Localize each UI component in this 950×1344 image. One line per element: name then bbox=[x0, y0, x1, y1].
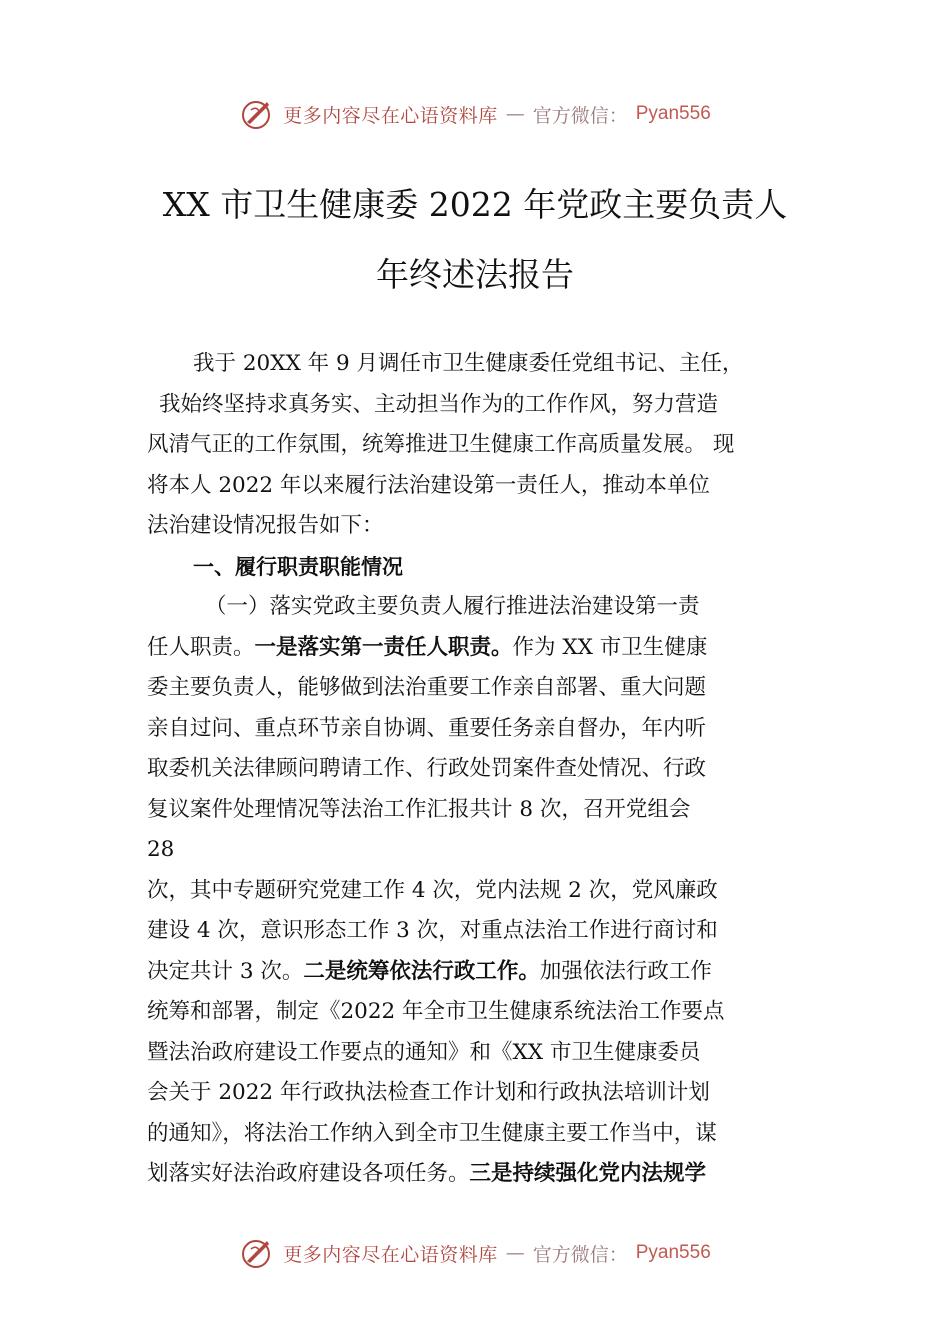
watermark-separator: — bbox=[505, 1242, 525, 1264]
quill-logo-icon bbox=[239, 1235, 275, 1271]
body-line: 统筹和部署，制定《2022 年全市卫生健康系统法治工作要点 bbox=[147, 999, 725, 1024]
watermark-separator: — bbox=[505, 103, 525, 125]
watermark-text: 更多内容尽在心语资料库 bbox=[283, 1243, 498, 1266]
watermark-wechat-id: Pyan556 bbox=[635, 103, 711, 124]
bold-point: 二是统筹依法行政工作。 bbox=[303, 958, 540, 984]
body-text: 划落实好法治政府建设各项任务。 bbox=[147, 1161, 470, 1186]
body-line: 取委机关法律顾问聘请工作、行政处罚案件查处情况、行政 bbox=[147, 756, 707, 781]
document-body bbox=[147, 344, 815, 1195]
bold-point: 三是持续强化党内法规学 bbox=[469, 1161, 707, 1186]
body-line: 亲自过问、重点环节亲自协调、重要任务亲自督办，年内听 bbox=[147, 715, 707, 741]
body-line bbox=[147, 628, 815, 669]
watermark-text: 更多内容尽在心语资料库 bbox=[283, 104, 498, 127]
body-line: 法治建设情况报告如下： bbox=[147, 513, 384, 538]
header-watermark bbox=[0, 94, 950, 134]
footer-watermark bbox=[0, 1233, 950, 1273]
watermark-label: 官方微信： bbox=[532, 1243, 628, 1266]
title-line-2: 年终述法报告 bbox=[376, 255, 574, 294]
body-text: 决定共计 3 次。 bbox=[147, 958, 304, 984]
document-title bbox=[0, 170, 950, 310]
body-line: 复议案件处理情况等法治工作汇报共计 8 次，召开党组会 bbox=[147, 796, 691, 822]
body-text: 加强依法行政工作 bbox=[539, 958, 712, 984]
body-line: 暨法治政府建设工作要点的通知》和《XX 市卫生健康委员 bbox=[147, 1039, 701, 1065]
body-line: 我于 20XX 年 9 月调任市卫生健康委任党组书记、主任， bbox=[193, 351, 744, 376]
bold-point: 一是落实第一责任人职责。 bbox=[254, 634, 513, 660]
section-heading: 一、履行职责职能情况 bbox=[193, 554, 403, 579]
watermark-label: 官方微信： bbox=[532, 104, 628, 127]
quill-logo-icon bbox=[239, 96, 275, 132]
body-line: 我始终坚持求真务实、主动担当作为的工作作风，努力营造 bbox=[159, 391, 719, 417]
watermark-wechat-id: Pyan556 bbox=[635, 1242, 711, 1263]
body-line: 28 bbox=[147, 837, 175, 862]
body-line: 的通知》，将法治工作纳入到全市卫生健康主要工作当中，谋 bbox=[147, 1120, 717, 1146]
subsection-heading: （一）落实党政主要负责人履行推进法治建设第一责 bbox=[205, 594, 700, 619]
body-line: 委主要负责人，能够做到法治重要工作亲自部署、重大问题 bbox=[147, 675, 707, 700]
body-line: 次，其中专题研究党建工作 4 次，党内法规 2 次，党风廉政 bbox=[147, 877, 718, 903]
body-text: 作为 XX 市卫生健康 bbox=[512, 634, 708, 660]
body-line: 会关于 2022 年行政执法检查工作计划和行政执法培训计划 bbox=[147, 1080, 710, 1105]
body-line bbox=[147, 952, 815, 993]
body-line: 将本人 2022 年以来履行法治建设第一责任人，推动本单位 bbox=[147, 472, 710, 498]
body-text: 任人职责。 bbox=[147, 634, 255, 660]
body-line: 风清气正的工作氛围，统筹推进卫生健康工作高质量发展。 现 bbox=[147, 432, 735, 457]
title-line-1: XX 市卫生健康委 2022 年党政主要负责人 bbox=[162, 185, 788, 224]
body-line bbox=[147, 1154, 815, 1195]
body-line: 建设 4 次，意识形态工作 3 次，对重点法治工作进行商讨和 bbox=[147, 918, 718, 943]
